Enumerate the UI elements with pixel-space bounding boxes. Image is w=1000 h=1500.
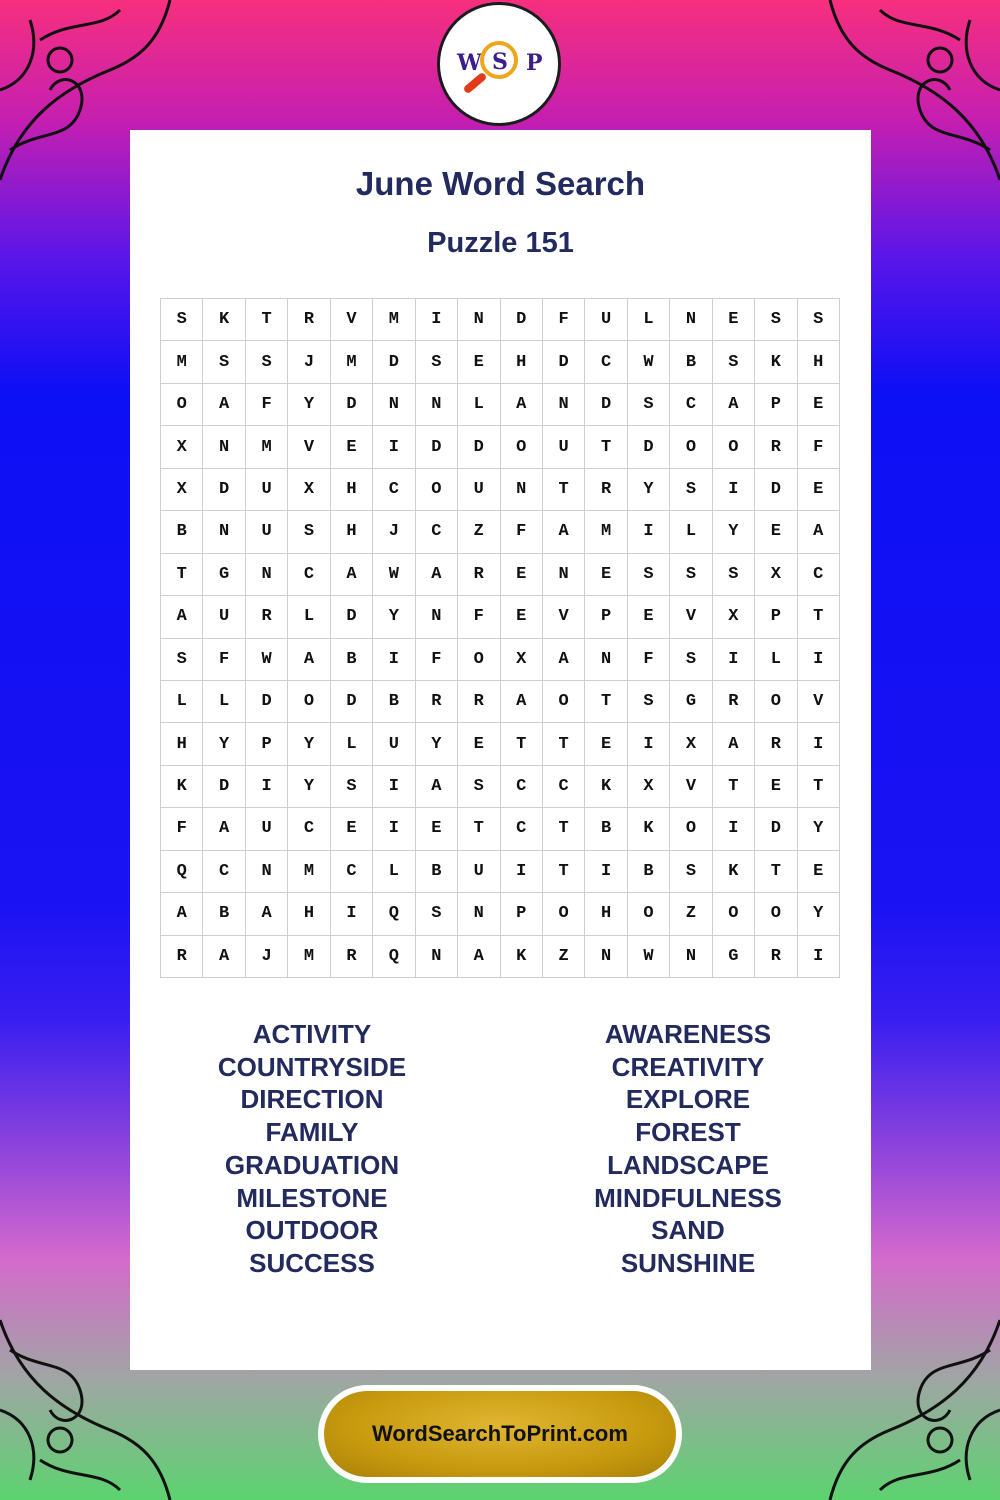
- grid-cell[interactable]: R: [288, 299, 330, 341]
- grid-cell[interactable]: D: [331, 596, 373, 638]
- grid-cell[interactable]: X: [670, 723, 712, 765]
- word-list-item: MILESTONE: [236, 1182, 388, 1213]
- grid-cell[interactable]: D: [755, 469, 797, 511]
- grid-cell[interactable]: T: [713, 766, 755, 808]
- grid-cell[interactable]: C: [331, 851, 373, 893]
- grid-cell[interactable]: S: [288, 511, 330, 553]
- grid-cell[interactable]: O: [543, 893, 585, 935]
- grid-cell[interactable]: D: [755, 808, 797, 850]
- grid-cell[interactable]: T: [543, 469, 585, 511]
- grid-cell[interactable]: Y: [416, 723, 458, 765]
- grid-cell[interactable]: F: [161, 808, 203, 850]
- grid-cell[interactable]: S: [416, 893, 458, 935]
- grid-cell[interactable]: S: [670, 851, 712, 893]
- grid-cell[interactable]: Y: [373, 596, 415, 638]
- grid-cell[interactable]: G: [203, 554, 245, 596]
- grid-cell[interactable]: C: [543, 766, 585, 808]
- grid-cell[interactable]: F: [203, 639, 245, 681]
- word-list-item: SUCCESS: [249, 1247, 375, 1278]
- grid-cell[interactable]: T: [798, 766, 840, 808]
- grid-cell[interactable]: J: [246, 936, 288, 978]
- word-list-item: COUNTRYSIDE: [217, 1051, 407, 1082]
- grid-cell[interactable]: M: [161, 341, 203, 383]
- grid-cell[interactable]: A: [203, 936, 245, 978]
- grid-cell[interactable]: J: [288, 341, 330, 383]
- grid-cell[interactable]: B: [373, 681, 415, 723]
- word-list-item: SAND: [651, 1215, 725, 1246]
- letter-grid: [160, 298, 840, 978]
- grid-cell[interactable]: E: [501, 554, 543, 596]
- grid-cell[interactable]: A: [458, 936, 500, 978]
- grid-cell[interactable]: I: [373, 766, 415, 808]
- grid-cell[interactable]: P: [755, 384, 797, 426]
- grid-cell[interactable]: D: [501, 299, 543, 341]
- grid-cell[interactable]: N: [416, 384, 458, 426]
- grid-cell[interactable]: O: [501, 426, 543, 468]
- word-list-left: [162, 1018, 462, 1280]
- grid-cell[interactable]: C: [288, 808, 330, 850]
- grid-cell[interactable]: S: [416, 341, 458, 383]
- grid-cell[interactable]: U: [458, 469, 500, 511]
- word-list-item: LANDSCAPE: [607, 1149, 769, 1180]
- grid-cell[interactable]: F: [543, 299, 585, 341]
- grid-cell[interactable]: I: [713, 639, 755, 681]
- grid-cell[interactable]: A: [161, 596, 203, 638]
- grid-cell[interactable]: L: [288, 596, 330, 638]
- grid-cell[interactable]: W: [628, 341, 670, 383]
- word-list-item: ACTIVITY: [252, 1019, 372, 1049]
- grid-cell[interactable]: F: [246, 384, 288, 426]
- word-list-item: MINDFULNESS: [594, 1182, 782, 1213]
- grid-cell[interactable]: K: [585, 766, 627, 808]
- grid-cell[interactable]: W: [246, 639, 288, 681]
- grid-cell[interactable]: U: [246, 469, 288, 511]
- grid-cell[interactable]: N: [670, 299, 712, 341]
- grid-cell[interactable]: N: [373, 384, 415, 426]
- grid-cell[interactable]: I: [798, 723, 840, 765]
- grid-cell[interactable]: U: [246, 808, 288, 850]
- grid-cell[interactable]: T: [246, 299, 288, 341]
- grid-cell[interactable]: T: [755, 851, 797, 893]
- grid-cell[interactable]: A: [246, 893, 288, 935]
- grid-cell[interactable]: O: [288, 681, 330, 723]
- grid-cell[interactable]: O: [161, 384, 203, 426]
- grid-cell[interactable]: Y: [798, 808, 840, 850]
- grid-cell[interactable]: D: [246, 681, 288, 723]
- grid-cell[interactable]: I: [331, 893, 373, 935]
- grid-cell[interactable]: B: [331, 639, 373, 681]
- grid-cell[interactable]: O: [755, 681, 797, 723]
- grid-cell[interactable]: P: [755, 596, 797, 638]
- grid-cell[interactable]: R: [755, 426, 797, 468]
- grid-cell[interactable]: V: [331, 299, 373, 341]
- grid-cell[interactable]: E: [585, 723, 627, 765]
- puzzle-card: [130, 130, 871, 1370]
- word-list-item: OUTDOOR: [245, 1215, 379, 1246]
- site-link-label: WordSearchToPrint.com: [324, 1391, 676, 1477]
- grid-cell[interactable]: R: [246, 596, 288, 638]
- grid-cell[interactable]: B: [628, 851, 670, 893]
- grid-cell[interactable]: U: [246, 511, 288, 553]
- grid-cell[interactable]: G: [713, 936, 755, 978]
- grid-cell[interactable]: A: [713, 384, 755, 426]
- grid-cell[interactable]: L: [373, 851, 415, 893]
- grid-cell[interactable]: S: [713, 341, 755, 383]
- grid-cell[interactable]: R: [585, 469, 627, 511]
- grid-cell[interactable]: V: [670, 596, 712, 638]
- grid-cell[interactable]: U: [373, 723, 415, 765]
- grid-cell[interactable]: T: [543, 723, 585, 765]
- grid-cell[interactable]: S: [203, 341, 245, 383]
- grid-cell[interactable]: X: [713, 596, 755, 638]
- grid-cell[interactable]: O: [458, 639, 500, 681]
- grid-cell[interactable]: D: [331, 681, 373, 723]
- grid-cell[interactable]: A: [501, 681, 543, 723]
- grid-cell[interactable]: D: [585, 384, 627, 426]
- grid-cell[interactable]: L: [203, 681, 245, 723]
- grid-cell[interactable]: I: [501, 851, 543, 893]
- grid-cell[interactable]: Z: [543, 936, 585, 978]
- grid-cell[interactable]: R: [713, 681, 755, 723]
- page-title: June Word Search: [355, 165, 646, 202]
- grid-cell[interactable]: H: [501, 341, 543, 383]
- grid-cell[interactable]: P: [585, 596, 627, 638]
- grid-cell[interactable]: O: [755, 893, 797, 935]
- grid-cell[interactable]: F: [798, 426, 840, 468]
- grid-cell[interactable]: M: [373, 299, 415, 341]
- grid-cell[interactable]: T: [501, 723, 543, 765]
- grid-cell[interactable]: S: [628, 554, 670, 596]
- grid-cell[interactable]: D: [331, 384, 373, 426]
- grid-cell[interactable]: I: [373, 808, 415, 850]
- grid-cell[interactable]: D: [203, 469, 245, 511]
- grid-cell[interactable]: B: [161, 511, 203, 553]
- grid-cell[interactable]: U: [543, 426, 585, 468]
- grid-cell[interactable]: N: [416, 936, 458, 978]
- grid-cell[interactable]: T: [161, 554, 203, 596]
- grid-cell[interactable]: A: [331, 554, 373, 596]
- grid-cell[interactable]: R: [458, 681, 500, 723]
- grid-cell[interactable]: N: [543, 554, 585, 596]
- grid-cell[interactable]: E: [585, 554, 627, 596]
- grid-cell[interactable]: S: [713, 554, 755, 596]
- grid-cell[interactable]: A: [543, 511, 585, 553]
- grid-cell[interactable]: T: [585, 681, 627, 723]
- grid-cell[interactable]: V: [543, 596, 585, 638]
- grid-cell[interactable]: N: [246, 851, 288, 893]
- word-list-item: SUNSHINE: [620, 1247, 756, 1278]
- grid-cell[interactable]: R: [755, 723, 797, 765]
- grid-cell[interactable]: X: [288, 469, 330, 511]
- grid-cell[interactable]: A: [543, 639, 585, 681]
- grid-cell[interactable]: Y: [798, 893, 840, 935]
- grid-cell[interactable]: I: [585, 851, 627, 893]
- grid-cell[interactable]: H: [331, 511, 373, 553]
- grid-cell[interactable]: M: [331, 341, 373, 383]
- grid-cell[interactable]: Q: [373, 893, 415, 935]
- site-logo[interactable]: [437, 2, 561, 126]
- grid-cell[interactable]: I: [416, 299, 458, 341]
- grid-cell[interactable]: S: [670, 469, 712, 511]
- word-list-item: FAMILY: [265, 1117, 359, 1148]
- grid-cell[interactable]: J: [373, 511, 415, 553]
- grid-cell[interactable]: H: [331, 469, 373, 511]
- grid-cell[interactable]: S: [628, 681, 670, 723]
- grid-cell[interactable]: C: [585, 341, 627, 383]
- grid-cell[interactable]: O: [628, 893, 670, 935]
- grid-cell[interactable]: V: [798, 681, 840, 723]
- grid-cell[interactable]: R: [161, 936, 203, 978]
- grid-cell[interactable]: E: [628, 596, 670, 638]
- grid-cell[interactable]: N: [416, 596, 458, 638]
- grid-cell[interactable]: G: [670, 681, 712, 723]
- grid-cell[interactable]: T: [585, 426, 627, 468]
- word-list-item: AWARENESS: [604, 1019, 772, 1049]
- grid-cell[interactable]: O: [713, 426, 755, 468]
- grid-cell[interactable]: E: [798, 851, 840, 893]
- grid-cell[interactable]: D: [458, 426, 500, 468]
- word-list-item: EXPLORE: [625, 1084, 751, 1115]
- grid-cell[interactable]: H: [161, 723, 203, 765]
- grid-cell[interactable]: F: [501, 511, 543, 553]
- grid-cell[interactable]: F: [458, 596, 500, 638]
- grid-cell[interactable]: M: [288, 936, 330, 978]
- grid-cell[interactable]: X: [501, 639, 543, 681]
- grid-cell[interactable]: D: [628, 426, 670, 468]
- grid-cell[interactable]: S: [331, 766, 373, 808]
- grid-cell[interactable]: L: [458, 384, 500, 426]
- grid-cell[interactable]: U: [458, 851, 500, 893]
- grid-cell[interactable]: C: [798, 554, 840, 596]
- word-list-item: FOREST: [635, 1117, 741, 1148]
- grid-cell[interactable]: N: [501, 469, 543, 511]
- grid-cell[interactable]: K: [161, 766, 203, 808]
- logo-letter-w: W: [457, 50, 482, 76]
- word-list-item: GRADUATION: [224, 1149, 400, 1180]
- grid-cell[interactable]: N: [458, 299, 500, 341]
- grid-cell[interactable]: V: [670, 766, 712, 808]
- grid-cell[interactable]: E: [798, 384, 840, 426]
- grid-cell[interactable]: N: [458, 893, 500, 935]
- grid-cell[interactable]: E: [755, 766, 797, 808]
- grid-cell[interactable]: A: [713, 723, 755, 765]
- grid-cell[interactable]: U: [203, 596, 245, 638]
- grid-cell[interactable]: Z: [670, 893, 712, 935]
- grid-cell[interactable]: T: [458, 808, 500, 850]
- grid-cell[interactable]: C: [416, 511, 458, 553]
- grid-cell[interactable]: L: [331, 723, 373, 765]
- grid-cell[interactable]: B: [416, 851, 458, 893]
- grid-cell[interactable]: X: [161, 426, 203, 468]
- grid-cell[interactable]: Q: [373, 936, 415, 978]
- grid-cell[interactable]: A: [416, 766, 458, 808]
- grid-cell[interactable]: E: [331, 426, 373, 468]
- grid-cell[interactable]: K: [713, 851, 755, 893]
- grid-cell[interactable]: V: [288, 426, 330, 468]
- grid-cell[interactable]: A: [288, 639, 330, 681]
- grid-cell[interactable]: I: [798, 936, 840, 978]
- grid-cell[interactable]: C: [501, 766, 543, 808]
- grid-cell[interactable]: A: [798, 511, 840, 553]
- grid-cell[interactable]: C: [203, 851, 245, 893]
- grid-cell[interactable]: C: [288, 554, 330, 596]
- grid-cell[interactable]: Y: [628, 469, 670, 511]
- grid-cell[interactable]: M: [585, 511, 627, 553]
- grid-cell[interactable]: K: [628, 808, 670, 850]
- grid-cell[interactable]: E: [798, 469, 840, 511]
- grid-cell[interactable]: M: [246, 426, 288, 468]
- grid-cell[interactable]: A: [161, 893, 203, 935]
- grid-cell[interactable]: K: [501, 936, 543, 978]
- word-list-item: DIRECTION: [240, 1084, 384, 1115]
- grid-cell[interactable]: I: [628, 723, 670, 765]
- grid-cell[interactable]: Y: [288, 766, 330, 808]
- grid-cell[interactable]: N: [203, 511, 245, 553]
- grid-cell[interactable]: N: [543, 384, 585, 426]
- grid-cell[interactable]: B: [670, 341, 712, 383]
- grid-cell[interactable]: S: [458, 766, 500, 808]
- grid-cell[interactable]: Y: [203, 723, 245, 765]
- grid-cell[interactable]: K: [203, 299, 245, 341]
- grid-cell[interactable]: L: [670, 511, 712, 553]
- word-list-item: CREATIVITY: [611, 1051, 765, 1082]
- grid-cell[interactable]: W: [628, 936, 670, 978]
- grid-cell[interactable]: D: [416, 426, 458, 468]
- grid-cell[interactable]: E: [458, 341, 500, 383]
- grid-cell[interactable]: H: [798, 341, 840, 383]
- grid-cell[interactable]: L: [628, 299, 670, 341]
- grid-cell[interactable]: E: [713, 299, 755, 341]
- grid-cell[interactable]: I: [798, 639, 840, 681]
- grid-cell[interactable]: F: [628, 639, 670, 681]
- grid-cell[interactable]: Y: [288, 384, 330, 426]
- grid-cell[interactable]: T: [543, 808, 585, 850]
- puzzle-number: Puzzle 151: [427, 227, 574, 259]
- grid-cell[interactable]: E: [755, 511, 797, 553]
- grid-cell[interactable]: I: [373, 639, 415, 681]
- grid-cell[interactable]: Y: [713, 511, 755, 553]
- grid-cell[interactable]: E: [416, 808, 458, 850]
- grid-cell[interactable]: O: [713, 893, 755, 935]
- grid-cell[interactable]: N: [246, 554, 288, 596]
- grid-cell[interactable]: I: [246, 766, 288, 808]
- grid-cell[interactable]: O: [543, 681, 585, 723]
- grid-cell[interactable]: N: [670, 936, 712, 978]
- grid-cell[interactable]: R: [755, 936, 797, 978]
- grid-cell[interactable]: R: [331, 936, 373, 978]
- grid-cell[interactable]: S: [670, 639, 712, 681]
- grid-cell[interactable]: D: [543, 341, 585, 383]
- grid-cell[interactable]: E: [501, 596, 543, 638]
- grid-cell[interactable]: F: [416, 639, 458, 681]
- grid-cell[interactable]: H: [288, 893, 330, 935]
- grid-cell[interactable]: I: [713, 469, 755, 511]
- grid-cell[interactable]: A: [203, 808, 245, 850]
- grid-cell[interactable]: S: [161, 639, 203, 681]
- grid-cell[interactable]: S: [161, 299, 203, 341]
- grid-cell[interactable]: S: [755, 299, 797, 341]
- grid-cell[interactable]: D: [203, 766, 245, 808]
- logo-letter-p: P: [526, 50, 543, 76]
- grid-cell[interactable]: K: [755, 341, 797, 383]
- grid-cell[interactable]: H: [585, 893, 627, 935]
- grid-cell[interactable]: U: [585, 299, 627, 341]
- grid-cell[interactable]: O: [670, 426, 712, 468]
- grid-cell[interactable]: P: [246, 723, 288, 765]
- grid-cell[interactable]: N: [585, 936, 627, 978]
- grid-cell[interactable]: A: [416, 554, 458, 596]
- grid-cell[interactable]: B: [203, 893, 245, 935]
- grid-cell[interactable]: I: [373, 426, 415, 468]
- grid-cell[interactable]: S: [798, 299, 840, 341]
- grid-cell[interactable]: L: [161, 681, 203, 723]
- word-list-right: [538, 1018, 838, 1280]
- grid-cell[interactable]: Z: [458, 511, 500, 553]
- grid-cell[interactable]: X: [161, 469, 203, 511]
- grid-cell[interactable]: P: [501, 893, 543, 935]
- grid-cell[interactable]: O: [416, 469, 458, 511]
- grid-cell[interactable]: R: [416, 681, 458, 723]
- grid-cell[interactable]: E: [331, 808, 373, 850]
- grid-cell[interactable]: C: [670, 384, 712, 426]
- grid-cell[interactable]: S: [628, 384, 670, 426]
- grid-cell[interactable]: X: [755, 554, 797, 596]
- grid-cell[interactable]: A: [203, 384, 245, 426]
- grid-cell[interactable]: X: [628, 766, 670, 808]
- grid-cell[interactable]: W: [373, 554, 415, 596]
- site-link-button[interactable]: [318, 1385, 682, 1483]
- logo-letter-s: S: [492, 49, 508, 75]
- grid-cell[interactable]: B: [585, 808, 627, 850]
- grid-cell[interactable]: R: [458, 554, 500, 596]
- grid-cell[interactable]: I: [713, 808, 755, 850]
- grid-cell[interactable]: T: [543, 851, 585, 893]
- grid-cell[interactable]: C: [501, 808, 543, 850]
- grid-cell[interactable]: L: [755, 639, 797, 681]
- grid-cell[interactable]: O: [670, 808, 712, 850]
- grid-cell[interactable]: Q: [161, 851, 203, 893]
- grid-cell[interactable]: M: [288, 851, 330, 893]
- grid-cell[interactable]: D: [373, 341, 415, 383]
- grid-cell[interactable]: A: [501, 384, 543, 426]
- grid-cell[interactable]: Y: [288, 723, 330, 765]
- grid-cell[interactable]: N: [585, 639, 627, 681]
- grid-cell[interactable]: S: [670, 554, 712, 596]
- grid-cell[interactable]: I: [628, 511, 670, 553]
- grid-cell[interactable]: S: [246, 341, 288, 383]
- grid-cell[interactable]: N: [203, 426, 245, 468]
- grid-cell[interactable]: C: [373, 469, 415, 511]
- grid-cell[interactable]: E: [458, 723, 500, 765]
- grid-cell[interactable]: T: [798, 596, 840, 638]
